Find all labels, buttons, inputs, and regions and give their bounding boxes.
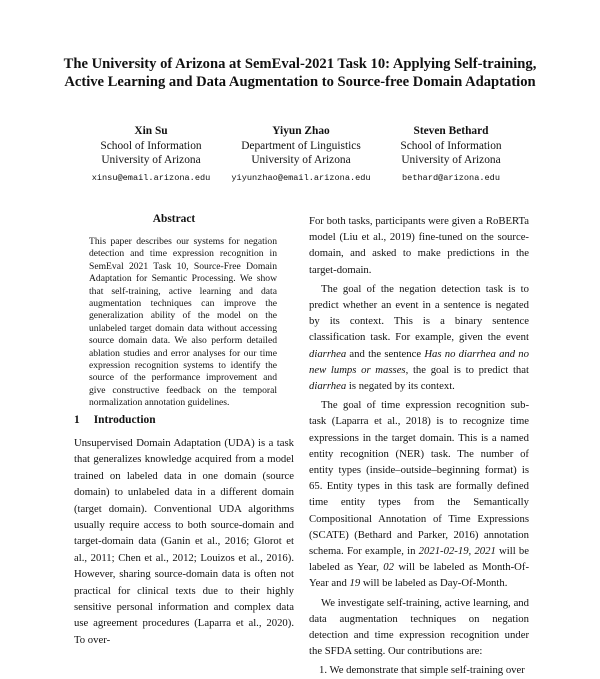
author-institution: University of Arizona	[401, 154, 501, 167]
author-block	[66, 124, 236, 184]
text-run: will be labeled as Day-Of-Month.	[360, 577, 508, 590]
author-affiliation: Department of Linguistics	[241, 139, 361, 152]
author-block	[366, 124, 536, 184]
author-email[interactable]: yiyunzhao@email.arizona.edu	[231, 173, 371, 184]
text-run: will be labeled as Year,	[309, 545, 529, 574]
text-run: The goal of the negation detection task is to predict whether an event in a sentence is negated by its context. This is a binary sentence classification task. For example, given the event	[309, 282, 529, 344]
introduction-column	[74, 435, 294, 648]
paragraph-time-expression	[309, 397, 529, 591]
section-number: 1	[74, 414, 80, 426]
author-affiliation: School of Information	[400, 139, 502, 152]
text-run: , the goal is to predict that	[405, 363, 529, 376]
paragraph-contributions: We investigate self-training, active learning, and data augmentation techniques on negation detection and time expression recognition under the SFDA setting. Our contributions are:	[309, 596, 529, 658]
author-block	[216, 124, 386, 184]
text-run: The goal of time expression recognition sub-task (Laparra et al., 2018) is to recognize time expressions in the target domain. This is a named entity recognition (NER) task. The number of entity types (inside–outside–beginning format) is 65. Entity types in this task are formally defined time entity types from the Semantically Compositional Annotation of Time Expressions (SCATE) (Bethard and Parker, 2016) annotation schema. For example, in	[309, 399, 529, 558]
author-affiliation: School of Information	[100, 139, 202, 152]
paper-title: The University of Arizona at SemEval-2021 Task 10: Applying Self-training, Active Learning and Data Augmentation to Source-free Domain Adaptation	[63, 56, 537, 90]
text-run: is negated by its context.	[346, 380, 455, 393]
paragraph-negation	[309, 281, 529, 394]
author-institution: University of Arizona	[251, 154, 351, 167]
author-name: Steven Bethard	[413, 125, 489, 137]
author-email[interactable]: bethard@arizona.edu	[402, 173, 500, 184]
text-run: will be labeled as Month-Of-Year and	[309, 561, 529, 590]
intro-paragraph: Unsupervised Domain Adaptation (UDA) is a task that generalizes knowledge acquired from a model trained on labeled data in one domain (source domain) to unlabeled data in a different domain (target domain). Conventional UDA algorithms usually require access to both source-domain and target-domain data (Ganin et al., 2016; Glorot et al., 2011; Chen et al., 2012; Louizos et al., 2016). However, sharing source-domain data is often not practical for clinical texts due to their highly sensitive personal information and complex data use agreement procedures (Laparra et al., 2020). To over-	[74, 437, 294, 646]
author-name: Xin Su	[134, 125, 168, 137]
section-title: Introduction	[93, 414, 156, 426]
italic-example: 19	[349, 577, 361, 590]
right-column	[309, 213, 529, 679]
author-email[interactable]: xinsu@email.arizona.edu	[91, 173, 211, 184]
italic-term: diarrhea	[309, 380, 347, 393]
italic-example: 02	[383, 561, 394, 574]
italic-example: 2021-02-19, 2021	[418, 545, 496, 558]
italic-example: Has no diarrhea and no new lumps or masses	[309, 347, 529, 376]
paragraph-tasks: For both tasks, participants were given a RoBERTa model (Liu et al., 2019) fine-tuned on the source-domain, and asked to make predictions in the target-domain.	[309, 215, 529, 276]
abstract-text: This paper describes our systems for negation detection and time expression recognition in SemEval 2021 Task 10, Source-Free Domain Adaptation for Semantic Processing. We show that self-training, active learning and data augmentation techniques can improve the generalization ability of the model on the unlabeled target domain data without accessing source domain data. We also perform detailed ablation studies and error analyses for our time expression recognition systems to identify the source of the performance improvement and give constructive feedback on the temporal normalization annotation guidelines.	[89, 236, 277, 409]
section-heading-introduction	[74, 414, 156, 426]
author-name: Yiyun Zhao	[272, 125, 330, 137]
text-run: and the sentence	[346, 347, 425, 360]
list-item: 1. We demonstrate that simple self-training over	[319, 664, 525, 677]
abstract-heading: Abstract	[152, 213, 196, 225]
author-institution: University of Arizona	[101, 154, 201, 167]
italic-term: diarrhea	[309, 347, 347, 360]
